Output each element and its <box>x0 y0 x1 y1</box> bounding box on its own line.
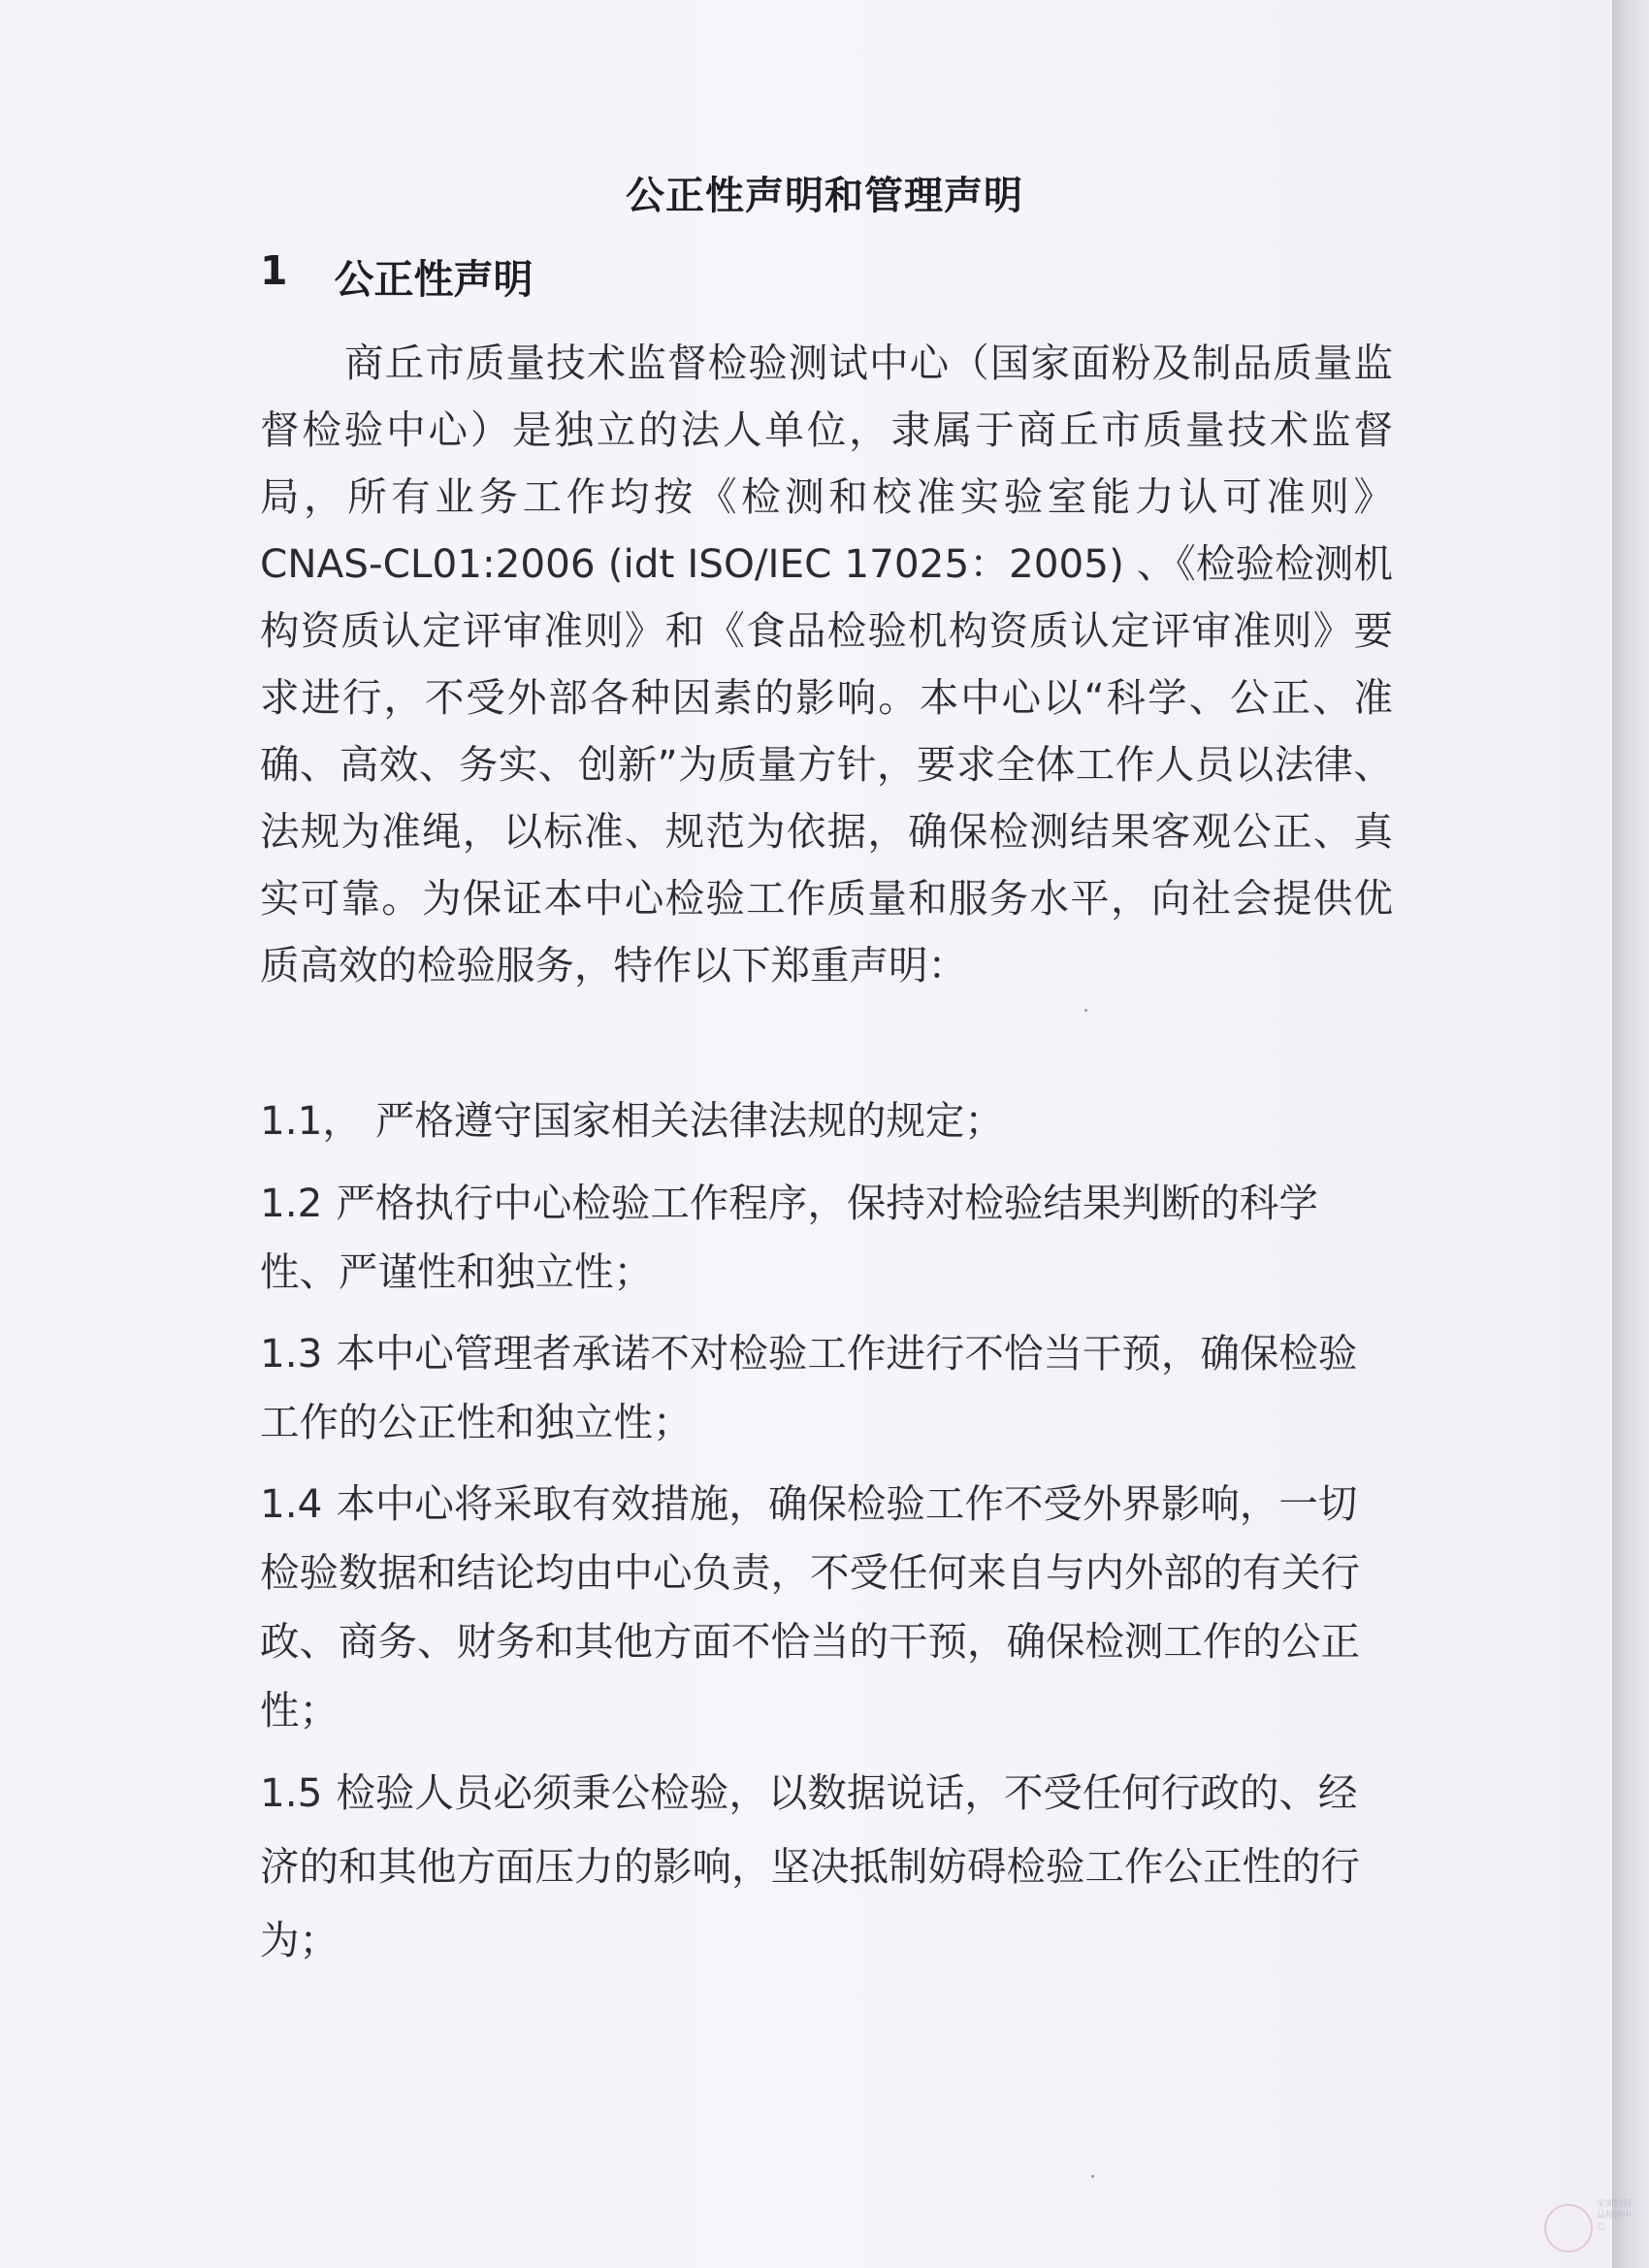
item-number: 1.2 <box>260 1180 323 1226</box>
item-number: 1.5 <box>260 1769 323 1816</box>
item-text: 本中心将采取有效措施，确保检验工作不受外界影响，一切检验数据和结论均由中心负责，不受任何来自与内外部的有关行政、商务、财务和其他方面不恰当的干预，确保检测工作的公正性； <box>260 1480 1360 1733</box>
item-number: 1.3 <box>260 1330 323 1377</box>
scanner-edge <box>1612 0 1649 2268</box>
item-number: 1.4 <box>260 1480 323 1527</box>
item-text: 严格执行中心检验工作程序，保持对检验结果判断的科学性、严谨性和独立性； <box>260 1180 1318 1295</box>
declaration-item <box>260 1086 1395 1155</box>
section-number: 1 <box>260 247 288 294</box>
scan-speck <box>1084 1009 1087 1012</box>
item-number: 1.1， <box>260 1097 362 1144</box>
section-heading <box>260 247 534 305</box>
declaration-item <box>260 1169 1395 1307</box>
intro-paragraph: 商丘市质量技术监督检验测试中心（国家面粉及制品质量监督检验中心）是独立的法人单位，隶属于商丘市质量技术监督局，所有业务工作均按《检测和校准实验室能力认可准则》CNAS-CL01:2006 (idt ISO/IEC 17025：2005) 、《检验检测机构资质认定评审准则》和《食品检验机构资质认定评审准则》要求进行，不受外部各种因素的影响。本中心以“科学、公正、准确、高效、务实、创新”为质量方针，要求全体工作人员以法律、法规为准绳，以标准、规范为依据，确保检测结果客观公正、真实可靠。为保证本中心检验工作质量和服务水平，向社会提供优质高效的检验服务，特作以下郑重声明： <box>260 340 1393 988</box>
section-title: 公正性声明 <box>334 256 534 303</box>
watermark-seal-icon <box>1544 2204 1593 2252</box>
item-text: 检验人员必须秉公检验，以数据说话，不受任何行政的、经济的和其他方面压力的影响，坚决抵制妨碍检验工作公正性的行为； <box>260 1769 1360 1963</box>
declaration-item <box>260 1319 1395 1457</box>
scan-speck <box>1091 2175 1094 2178</box>
item-text: 本中心管理者承诺不对检验工作进行不恰当干预，确保检验工作的公正性和独立性； <box>260 1330 1358 1445</box>
watermark-text: 家面粉制品检测中心 <box>1597 2199 1633 2232</box>
item-text: 严格遵守国家相关法律法规的规定； <box>374 1097 1004 1144</box>
declaration-item <box>260 1756 1395 1977</box>
declaration-item <box>260 1470 1395 1745</box>
document-title: 公正性声明和管理声明 <box>626 174 1023 218</box>
